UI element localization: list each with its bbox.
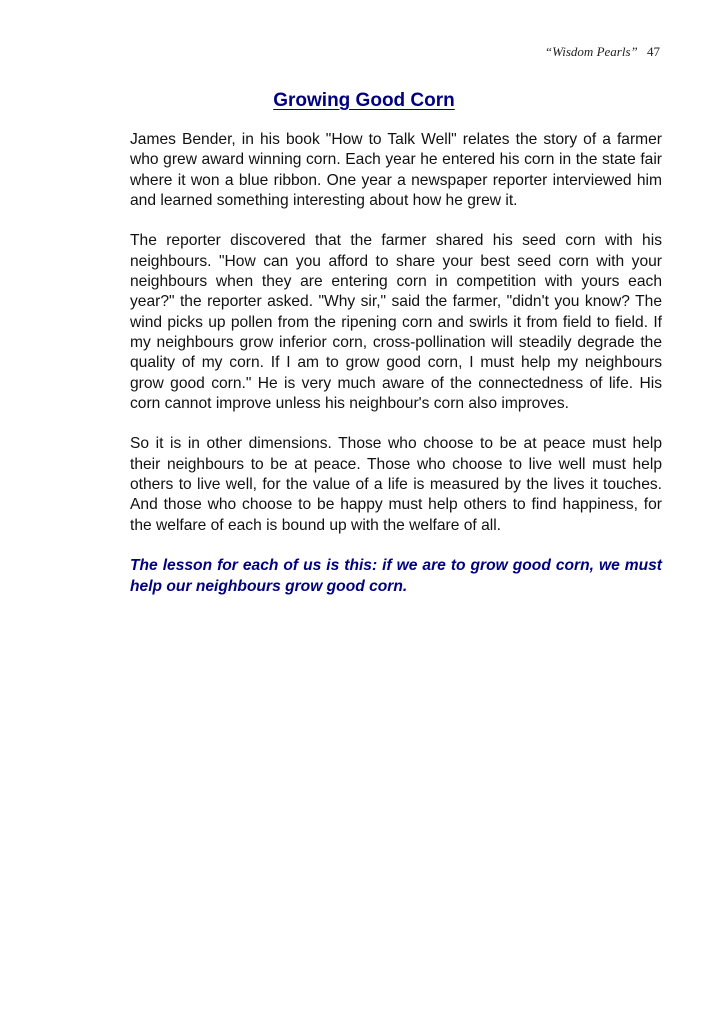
paragraph-story: James Bender, in his book "How to Talk Well" relates the story of a farmer who grew award winning corn. Each year he entered his corn in the state fair where it won a blue ribbon. One year a newspaper reporter interviewed him and learned something interesting about how he grew it. xyxy=(130,131,662,209)
paragraph-dimensions: So it is in other dimensions. Those who choose to be at peace must help their neighbours to be at peace. Those who choose to live well must help others to live well, for the value of a life is measured by the lives it touches. And those who choose to be happy must help others to find happiness, for the welfare of each is bound up with the welfare of all. xyxy=(130,435,662,534)
running-header xyxy=(545,44,660,60)
article-title: Growing Good Corn xyxy=(273,90,455,111)
lesson-statement: The lesson for each of us is this: if we are to grow good corn, we must help our neighbours grow good corn. xyxy=(130,557,662,595)
paragraph-reporter: The reporter discovered that the farmer shared his seed corn with his neighbours. "How can you afford to share your best seed corn with your neighbours when they are entering corn in competition with yours each year?" the reporter asked. "Why sir," said the farmer, "didn't you know? The wind picks up pollen from the ripening corn and swirls it from field to field. If my neighbours grow inferior corn, cross-pollination will steadily degrade the quality of my corn. If I am to grow good corn, I must help my neighbours grow good corn." He is very much aware of the connectedness of life. His corn cannot improve unless his neighbour's corn also improves. xyxy=(130,232,662,412)
article-body xyxy=(130,130,662,617)
page-number: 47 xyxy=(647,44,660,59)
book-title: “Wisdom Pearls” xyxy=(544,44,638,59)
